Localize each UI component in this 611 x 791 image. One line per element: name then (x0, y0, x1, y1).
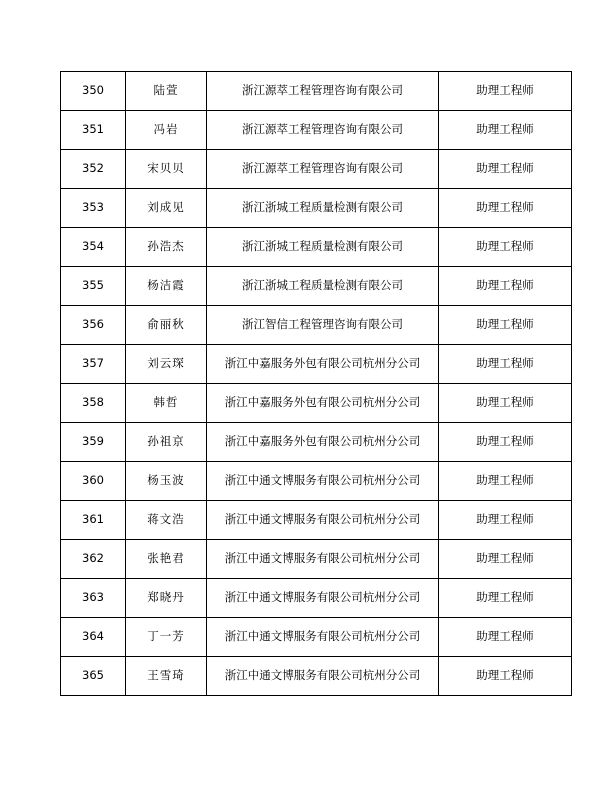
cell-person-name: 宋贝贝 (126, 150, 207, 189)
cell-organization: 浙江中通文博服务有限公司杭州分公司 (207, 657, 439, 696)
cell-qualification: 助理工程师 (439, 228, 572, 267)
table-row (61, 228, 572, 267)
cell-organization: 浙江浙城工程质量检测有限公司 (207, 267, 439, 306)
cell-organization: 浙江源萃工程管理咨询有限公司 (207, 72, 439, 111)
cell-person-name: 王雪琦 (126, 657, 207, 696)
roster-table-body (61, 72, 572, 696)
cell-organization: 浙江浙城工程质量检测有限公司 (207, 228, 439, 267)
cell-organization: 浙江中嘉服务外包有限公司杭州分公司 (207, 423, 439, 462)
table-row (61, 111, 572, 150)
cell-qualification: 助理工程师 (439, 384, 572, 423)
cell-qualification: 助理工程师 (439, 150, 572, 189)
cell-serial-number: 359 (61, 423, 126, 462)
cell-qualification: 助理工程师 (439, 189, 572, 228)
cell-serial-number: 365 (61, 657, 126, 696)
table-row (61, 267, 572, 306)
cell-serial-number: 360 (61, 462, 126, 501)
cell-serial-number: 364 (61, 618, 126, 657)
table-row (61, 657, 572, 696)
cell-person-name: 孙浩杰 (126, 228, 207, 267)
table-row (61, 423, 572, 462)
cell-qualification: 助理工程师 (439, 345, 572, 384)
table-row (61, 501, 572, 540)
cell-serial-number: 362 (61, 540, 126, 579)
table-row (61, 345, 572, 384)
cell-organization: 浙江中嘉服务外包有限公司杭州分公司 (207, 345, 439, 384)
cell-person-name: 杨洁霞 (126, 267, 207, 306)
cell-person-name: 韩哲 (126, 384, 207, 423)
table-row (61, 189, 572, 228)
cell-organization: 浙江源萃工程管理咨询有限公司 (207, 111, 439, 150)
table-row (61, 72, 572, 111)
cell-person-name: 杨玉波 (126, 462, 207, 501)
cell-qualification: 助理工程师 (439, 306, 572, 345)
cell-serial-number: 353 (61, 189, 126, 228)
cell-serial-number: 361 (61, 501, 126, 540)
cell-serial-number: 355 (61, 267, 126, 306)
cell-serial-number: 351 (61, 111, 126, 150)
cell-qualification: 助理工程师 (439, 579, 572, 618)
table-row (61, 462, 572, 501)
cell-organization: 浙江中通文博服务有限公司杭州分公司 (207, 618, 439, 657)
cell-organization: 浙江中通文博服务有限公司杭州分公司 (207, 501, 439, 540)
cell-qualification: 助理工程师 (439, 540, 572, 579)
cell-person-name: 冯岩 (126, 111, 207, 150)
cell-organization: 浙江中通文博服务有限公司杭州分公司 (207, 540, 439, 579)
cell-qualification: 助理工程师 (439, 462, 572, 501)
cell-organization: 浙江智信工程管理咨询有限公司 (207, 306, 439, 345)
cell-qualification: 助理工程师 (439, 72, 572, 111)
cell-person-name: 郑晓丹 (126, 579, 207, 618)
cell-organization: 浙江浙城工程质量检测有限公司 (207, 189, 439, 228)
cell-person-name: 刘成见 (126, 189, 207, 228)
cell-person-name: 蒋文浩 (126, 501, 207, 540)
cell-person-name: 张艳君 (126, 540, 207, 579)
table-row (61, 579, 572, 618)
cell-serial-number: 357 (61, 345, 126, 384)
cell-qualification: 助理工程师 (439, 111, 572, 150)
table-row (61, 306, 572, 345)
cell-organization: 浙江中通文博服务有限公司杭州分公司 (207, 462, 439, 501)
cell-organization: 浙江中嘉服务外包有限公司杭州分公司 (207, 384, 439, 423)
cell-person-name: 陆萱 (126, 72, 207, 111)
table-row (61, 618, 572, 657)
table-row (61, 540, 572, 579)
roster-table (60, 71, 572, 696)
cell-person-name: 孙祖京 (126, 423, 207, 462)
cell-organization: 浙江源萃工程管理咨询有限公司 (207, 150, 439, 189)
cell-person-name: 俞丽秋 (126, 306, 207, 345)
cell-serial-number: 356 (61, 306, 126, 345)
cell-qualification: 助理工程师 (439, 657, 572, 696)
cell-serial-number: 350 (61, 72, 126, 111)
cell-serial-number: 363 (61, 579, 126, 618)
cell-serial-number: 352 (61, 150, 126, 189)
cell-serial-number: 354 (61, 228, 126, 267)
table-row (61, 384, 572, 423)
roster-table-container (60, 71, 551, 696)
cell-person-name: 丁一芳 (126, 618, 207, 657)
cell-person-name: 刘云琛 (126, 345, 207, 384)
cell-qualification: 助理工程师 (439, 267, 572, 306)
cell-qualification: 助理工程师 (439, 618, 572, 657)
cell-qualification: 助理工程师 (439, 423, 572, 462)
cell-organization: 浙江中通文博服务有限公司杭州分公司 (207, 579, 439, 618)
cell-qualification: 助理工程师 (439, 501, 572, 540)
table-row (61, 150, 572, 189)
cell-serial-number: 358 (61, 384, 126, 423)
